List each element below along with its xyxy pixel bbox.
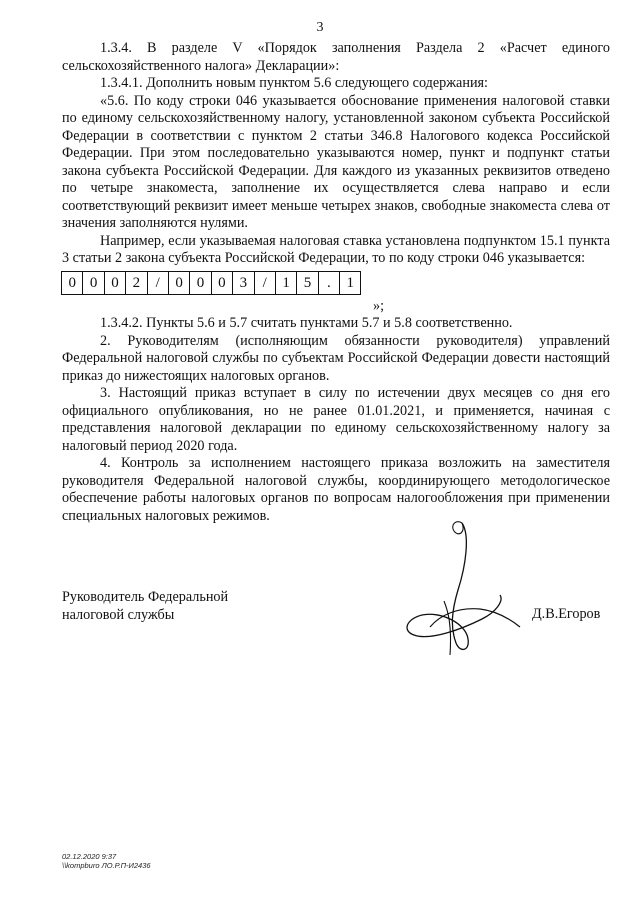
code-cell: 0 [168, 271, 190, 295]
code-cell: . [318, 271, 340, 295]
paragraph-1-3-4-1: 1.3.4.1. Дополнить новым пунктом 5.6 следующего содержания: [100, 75, 489, 91]
signer-title [62, 588, 228, 624]
code-cell: / [254, 271, 276, 295]
footer-path: \\kompburo ЛО.Р.П-И2436 [62, 861, 151, 870]
page-number: 3 [316, 20, 324, 35]
paragraph-2: 2. Руководителям (исполняющим обязанности руководителя) управлений Федеральной налоговой службы по субъектам Российской Федерации довести настоящий приказ до нижестоящих налоговых органов. [62, 332, 610, 384]
footer-date: 02.12.2020 9:37 [62, 852, 117, 861]
footer-stamp [62, 852, 151, 870]
paragraph-1-3-4-2: 1.3.4.2. Пункты 5.6 и 5.7 считать пунктами 5.7 и 5.8 соответственно. [100, 315, 513, 331]
paragraph-4: 4. Контроль за исполнением настоящего приказа возложить на заместителя руководителя Федеральной налоговой службы, координирующего методологическое обеспечение работы налоговых органов по вопросам налогообложения при применении специальных налоговых режимов. [62, 455, 610, 524]
signer-title-line2: налоговой службы [62, 607, 175, 623]
paragraph-3: 3. Настоящий приказ вступает в силу по истечении двух месяцев со дня его официального опубликования, но не ранее 01.01.2021, и применяется, начиная с представления налоговой декларации по единому сельскохозяйственному налогу за налоговый период 2020 года. [62, 385, 610, 454]
signer-title-line1: Руководитель Федеральной [62, 589, 229, 605]
document-body-top [62, 40, 610, 268]
code-cell: 1 [275, 271, 297, 295]
code-cell: 5 [296, 271, 318, 295]
code-cells-row [61, 271, 360, 295]
code-cell: 0 [211, 271, 233, 295]
handwritten-signature [400, 515, 530, 665]
code-cell: 2 [125, 271, 147, 295]
code-cell: 0 [104, 271, 126, 295]
paragraph-1-3-4: 1.3.4. В разделе V «Порядок заполнения Раздела 2 «Расчет единого сельскохозяйственного налога» Декларации»: [62, 40, 610, 74]
quote-end: »; [373, 298, 385, 314]
signer-name: Д.В.Егоров [532, 606, 601, 622]
code-cell: 0 [82, 271, 104, 295]
paragraph-5-6: «5.6. По коду строки 046 указывается обоснование применения налоговой ставки по единому сельскохозяйственному налогу, установленной законом субъекта Российской Федерации в соответствии с пунктом 2 статьи 346.8 Налогового кодекса Российской Федерации. При этом последовательно указываются номер, пункт и подпункт статьи закона субъекта Российской Федерации. Для каждого из указанных реквизитов отведено по четыре знакоместа, заполнение их осуществляется слева направо и если соответствующий реквизит имеет меньше четырех знаков, свободные знакоместа слева от значения заполняются нулями. [62, 92, 610, 231]
paragraph-example: Например, если указываемая налоговая ставка установлена подпунктом 15.1 пункта 3 статьи 2 закона субъекта Российской Федерации, то по коду строки 046 указывается: [62, 232, 610, 266]
code-cell: / [147, 271, 169, 295]
document-body-bottom [62, 315, 610, 525]
code-cell: 1 [339, 271, 361, 295]
code-cell: 0 [61, 271, 83, 295]
code-cell: 3 [232, 271, 254, 295]
code-cell: 0 [189, 271, 211, 295]
